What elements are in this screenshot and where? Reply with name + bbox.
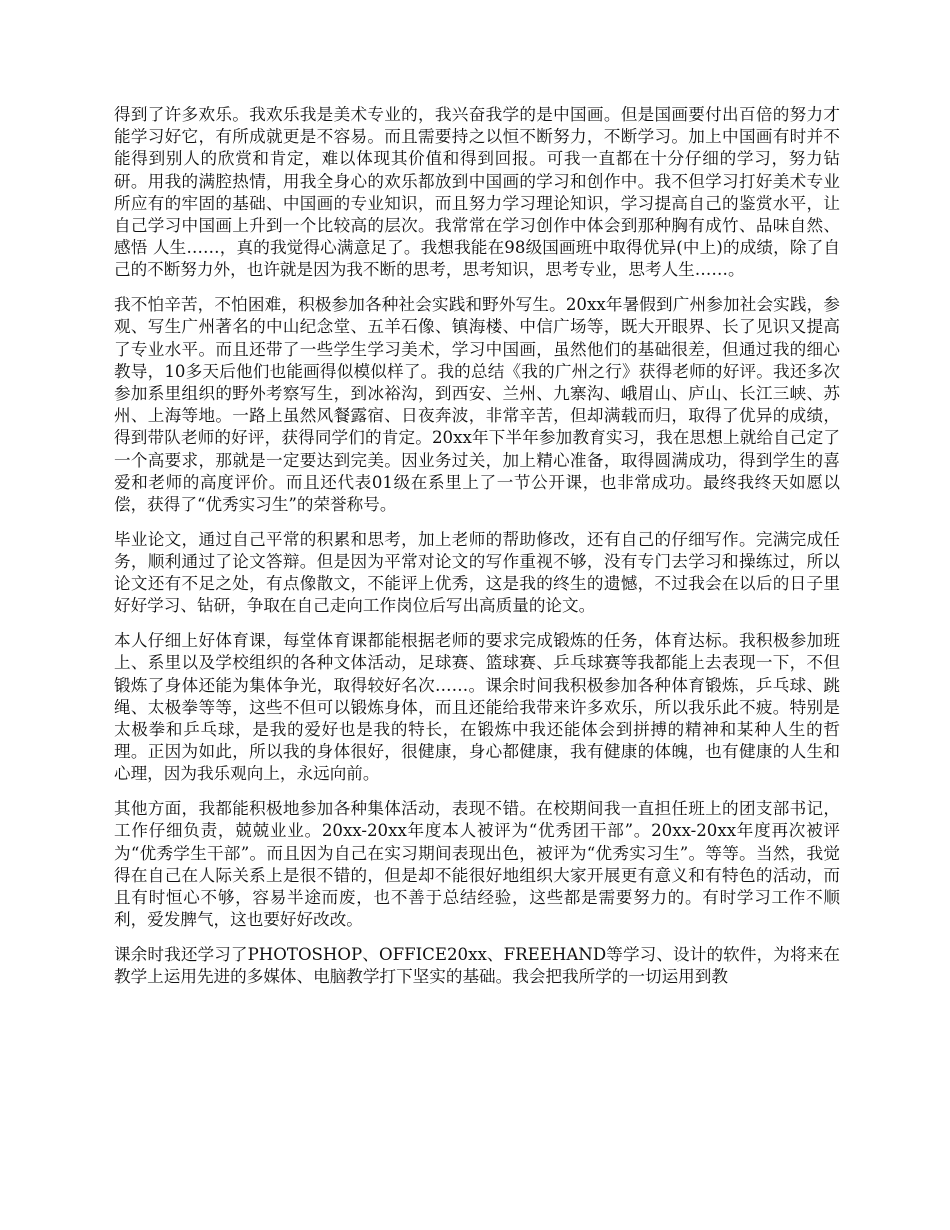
document-body (114, 104, 840, 1001)
paragraph-physical-education: 本人仔细上好体育课，每堂体育课都能根据老师的要求完成锻炼的任务，体育达标。我积极参加班上、系里以及学校组织的各种文体活动，足球赛、篮球赛、乒乓球赛等我都能上去表现一下，不但锻炼了身体还能为集体争光，取得较好名次……。课余时间我积极参加各种体育锻炼，乒乓球、跳绳、太极拳等等，这些不但可以锻炼身体，而且还能给我带来许多欢乐，所以我乐此不疲。特别是太极拳和乒乓球，是我的爱好也是我的特长，在锻炼中我还能体会到拼搏的精神和某种人生的哲理。正因为如此，所以我的身体很好，很健康，身心都健康，我有健康的体魄，也有健康的人生和心理，因为我乐观向上，永远向前。 (114, 631, 840, 784)
paragraph-other-activities: 其他方面，我都能积极地参加各种集体活动，表现不错。在校期间我一直担任班上的团支部书记，工作仔细负责，兢兢业业。20xx-20xx年度本人被评为“优秀团干部”。20xx-20xx年度再次被评为“优秀学生干部”。而且因为自己在实习期间表现出色，被评为“优秀实习生”。等等。当然，我觉得在自己在人际关系上是很不错的，但是却不能很好地组织大家开展更有意义和有特色的活动，而且有时恒心不够，容易半途而废，也不善于总结经验，这些都是需要努力的。有时学习工作不顺利，爱发脾气，这也要好好改改。 (114, 799, 840, 930)
paragraph-software-skills: 课余时我还学习了PHOTOSHOP、OFFICE20xx、FREEHAND等学习、设计的软件，为将来在教学上运用先进的多媒体、电脑教学打下坚实的基础。我会把我所学的一切运用到教 (114, 945, 840, 987)
paragraph-study-chinese-painting: 得到了许多欢乐。我欢乐我是美术专业的，我兴奋我学的是中国画。但是国画要付出百倍的努力才能学习好它，有所成就更是不容易。而且需要持之以恒不断努力，不断学习。加上中国画有时并不能得到别人的欣赏和肯定，难以体现其价值和得到回报。可我一直都在十分仔细的学习，努力钻研。用我的满腔热情，用我全身心的欢乐都放到中国画的学习和创作中。我不但学习打好美术专业所应有的牢固的基础、中国画的专业知识，而且努力学习理论知识，学习提高自己的鉴赏水平，让自己学习中国画上升到一个比较高的层次。我常常在学习创作中体会到那种胸有成竹、品味自然、感悟 人生……，真的我觉得心满意足了。我想我能在98级国画班中取得优异(中上)的成绩，除了自己的不断努力外，也许就是因为我不断的思考，思考知识，思考专业，思考人生……。 (114, 105, 840, 280)
paragraph-social-practice: 我不怕辛苦，不怕困难，积极参加各种社会实践和野外写生。20xx年暑假到广州参加社会实践，参观、写生广州著名的中山纪念堂、五羊石像、镇海楼、中信广场等，既大开眼界、长了见识又提高了专业水平。而且还带了一些学生学习美术，学习中国画，虽然他们的基础很差，但通过我的细心教导，10多天后他们也能画得似模似样了。我的总结《我的广州之行》获得老师的好评。我还多次参加系里组织的野外考察写生，到冰裕沟，到西安、兰州、九寨沟、峨眉山、庐山、长江三峡、苏州、上海等地。一路上虽然风餐露宿、日夜奔波，非常辛苦，但却满载而归，取得了优异的成绩，得到带队老师的好评，获得同学们的肯定。20xx年下半年参加教育实习，我在思想上就给自己定了一个高要求，那就是一定要达到完美。因业务过关，加上精心准备，取得圆满成功，得到学生的喜爱和老师的高度评价。而且还代表01级在系里上了一节公开课，也非常成功。最终我终天如愿以偿，获得了“优秀实习生”的荣誉称号。 (114, 295, 840, 515)
paragraph-thesis: 毕业论文，通过自己平常的积累和思考，加上老师的帮助修改，还有自己的仔细写作。完满完成任务，顺利通过了论文答辩。但是因为平常对论文的写作重视不够，没有专门去学习和操练过，所以论文还有不足之处，有点像散文，不能评上优秀，这是我的终生的遗憾，不过我会在以后的日子里好好学习、钻研，争取在自己走向工作岗位后写出高质量的论文。 (114, 529, 840, 616)
